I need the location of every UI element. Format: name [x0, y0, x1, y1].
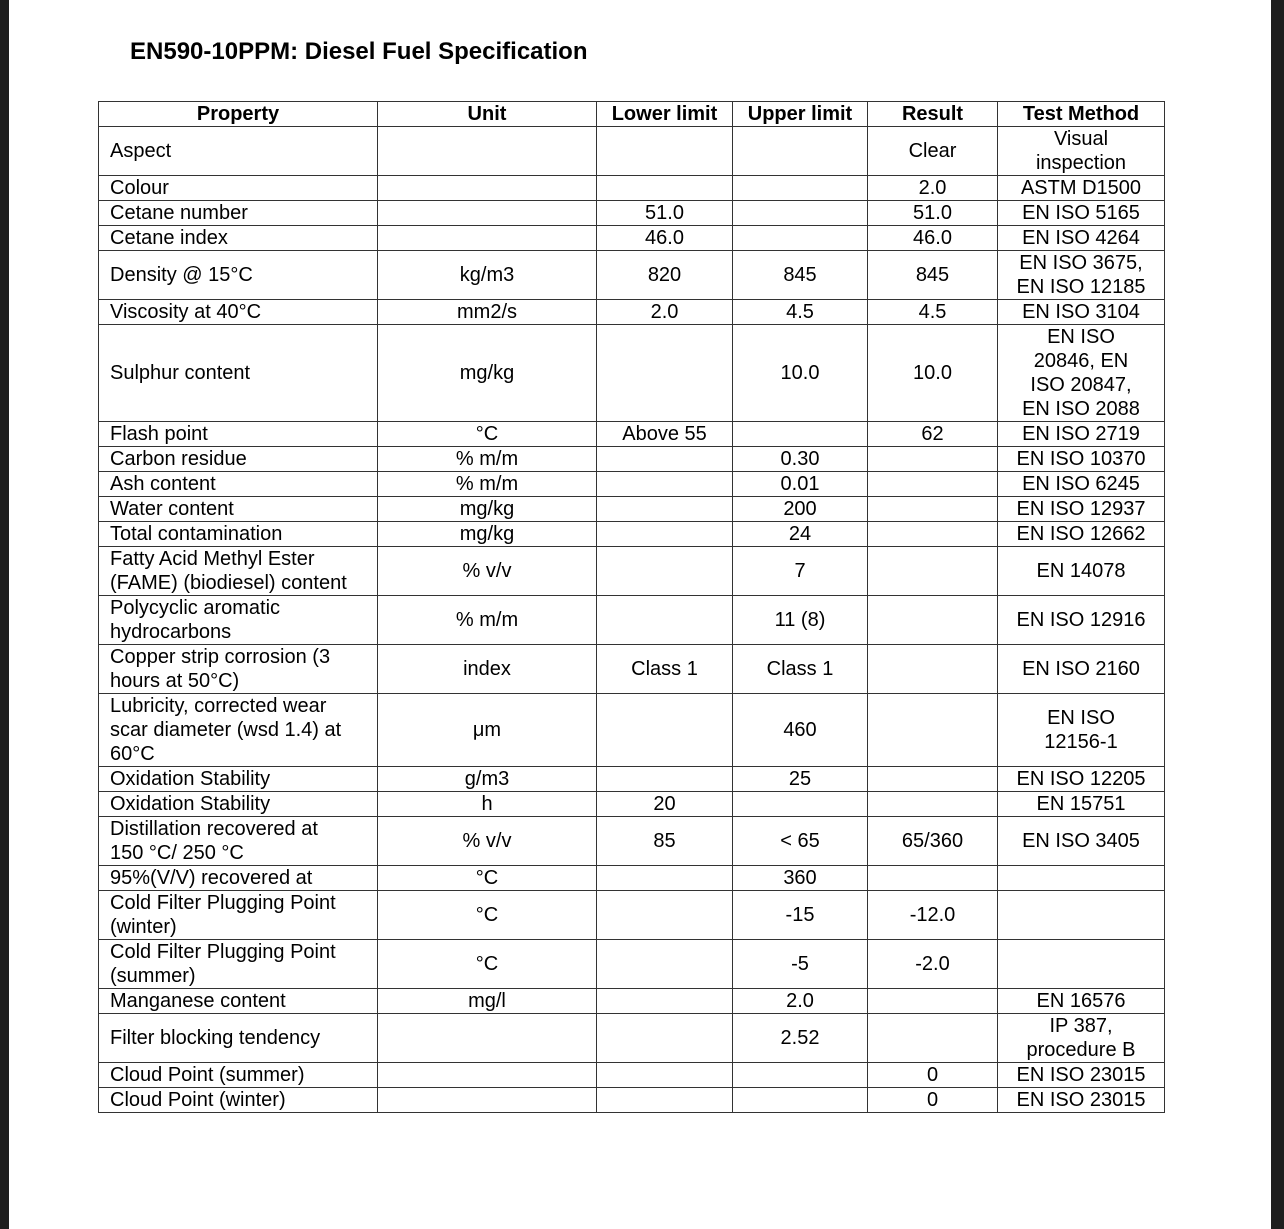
table-row — [99, 891, 1165, 940]
column-header-upper-limit: Upper limit — [733, 102, 868, 127]
cell-upper-limit: 25 — [733, 767, 868, 792]
cell-lower-limit — [597, 547, 733, 596]
cell-result: 845 — [868, 251, 998, 300]
cell-property: Cetane index — [99, 226, 378, 251]
cell-result — [868, 522, 998, 547]
cell-unit: % v/v — [378, 547, 597, 596]
cell-test-method: EN ISO 2160 — [998, 645, 1165, 694]
cell-unit: mg/kg — [378, 497, 597, 522]
cell-lower-limit — [597, 497, 733, 522]
cell-test-method — [998, 940, 1165, 989]
cell-property: Filter blocking tendency — [99, 1014, 378, 1063]
cell-result: 0 — [868, 1088, 998, 1113]
cell-property: Colour — [99, 176, 378, 201]
cell-result — [868, 497, 998, 522]
table-row — [99, 596, 1165, 645]
cell-unit: % m/m — [378, 596, 597, 645]
page-title: EN590-10PPM: Diesel Fuel Specification — [130, 38, 588, 65]
cell-upper-limit: 200 — [733, 497, 868, 522]
document-page — [9, 0, 1271, 1229]
cell-unit: mg/kg — [378, 522, 597, 547]
cell-test-method — [998, 866, 1165, 891]
cell-lower-limit — [597, 767, 733, 792]
table-row — [99, 422, 1165, 447]
table-row — [99, 325, 1165, 422]
cell-test-method: EN ISO 23015 — [998, 1088, 1165, 1113]
cell-test-method: Visual inspection — [998, 127, 1165, 176]
cell-upper-limit — [733, 1063, 868, 1088]
cell-test-method: EN ISO 12662 — [998, 522, 1165, 547]
cell-result: -12.0 — [868, 891, 998, 940]
cell-result — [868, 547, 998, 596]
table-body — [99, 127, 1165, 1113]
table-row — [99, 1088, 1165, 1113]
cell-property: Viscosity at 40°C — [99, 300, 378, 325]
cell-lower-limit: 820 — [597, 251, 733, 300]
cell-unit: °C — [378, 891, 597, 940]
cell-result — [868, 767, 998, 792]
cell-upper-limit: 360 — [733, 866, 868, 891]
cell-unit: index — [378, 645, 597, 694]
cell-lower-limit — [597, 989, 733, 1014]
cell-result: Clear — [868, 127, 998, 176]
cell-unit — [378, 176, 597, 201]
cell-lower-limit: 20 — [597, 792, 733, 817]
cell-test-method: EN 15751 — [998, 792, 1165, 817]
cell-result: 10.0 — [868, 325, 998, 422]
table-row — [99, 866, 1165, 891]
cell-result — [868, 472, 998, 497]
cell-result — [868, 694, 998, 767]
cell-upper-limit: 24 — [733, 522, 868, 547]
table-header-row — [99, 102, 1165, 127]
column-header-property: Property — [99, 102, 378, 127]
cell-lower-limit — [597, 472, 733, 497]
cell-lower-limit: Above 55 — [597, 422, 733, 447]
cell-unit: % v/v — [378, 817, 597, 866]
cell-unit: μm — [378, 694, 597, 767]
column-header-result: Result — [868, 102, 998, 127]
cell-test-method — [998, 891, 1165, 940]
table-row — [99, 767, 1165, 792]
cell-upper-limit: 460 — [733, 694, 868, 767]
cell-property: Cold Filter Plugging Point (winter) — [99, 891, 378, 940]
cell-unit — [378, 1014, 597, 1063]
cell-result: 62 — [868, 422, 998, 447]
cell-lower-limit — [597, 325, 733, 422]
cell-upper-limit — [733, 1088, 868, 1113]
cell-unit: mm2/s — [378, 300, 597, 325]
cell-lower-limit — [597, 1063, 733, 1088]
cell-upper-limit: -15 — [733, 891, 868, 940]
cell-property: Aspect — [99, 127, 378, 176]
cell-property: Oxidation Stability — [99, 767, 378, 792]
cell-upper-limit: -5 — [733, 940, 868, 989]
cell-result — [868, 596, 998, 645]
cell-lower-limit — [597, 866, 733, 891]
cell-lower-limit — [597, 176, 733, 201]
cell-unit: kg/m3 — [378, 251, 597, 300]
cell-test-method: EN ISO 4264 — [998, 226, 1165, 251]
cell-result: 0 — [868, 1063, 998, 1088]
cell-lower-limit: 51.0 — [597, 201, 733, 226]
table-row — [99, 497, 1165, 522]
table-row — [99, 817, 1165, 866]
cell-lower-limit: Class 1 — [597, 645, 733, 694]
cell-test-method: EN ISO 23015 — [998, 1063, 1165, 1088]
cell-test-method: EN ISO 3675, EN ISO 12185 — [998, 251, 1165, 300]
cell-upper-limit — [733, 127, 868, 176]
cell-upper-limit: 0.30 — [733, 447, 868, 472]
cell-property: Fatty Acid Methyl Ester (FAME) (biodiesel) content — [99, 547, 378, 596]
cell-lower-limit — [597, 940, 733, 989]
cell-upper-limit — [733, 422, 868, 447]
cell-unit: % m/m — [378, 447, 597, 472]
cell-property: Oxidation Stability — [99, 792, 378, 817]
cell-property: Density @ 15°C — [99, 251, 378, 300]
cell-property: Sulphur content — [99, 325, 378, 422]
cell-property: Water content — [99, 497, 378, 522]
cell-test-method: EN ISO 12205 — [998, 767, 1165, 792]
table-row — [99, 1014, 1165, 1063]
cell-unit — [378, 1063, 597, 1088]
cell-upper-limit — [733, 226, 868, 251]
cell-property: Cloud Point (winter) — [99, 1088, 378, 1113]
cell-test-method: EN ISO 5165 — [998, 201, 1165, 226]
cell-result: 2.0 — [868, 176, 998, 201]
cell-upper-limit: 2.52 — [733, 1014, 868, 1063]
cell-upper-limit: 11 (8) — [733, 596, 868, 645]
cell-result: -2.0 — [868, 940, 998, 989]
cell-result — [868, 645, 998, 694]
cell-lower-limit — [597, 447, 733, 472]
cell-upper-limit — [733, 176, 868, 201]
cell-test-method: EN ISO 12937 — [998, 497, 1165, 522]
table-row — [99, 792, 1165, 817]
cell-lower-limit — [597, 694, 733, 767]
cell-property: Polycyclic aromatic hydrocarbons — [99, 596, 378, 645]
cell-test-method: EN 16576 — [998, 989, 1165, 1014]
cell-unit — [378, 127, 597, 176]
cell-test-method: EN ISO 10370 — [998, 447, 1165, 472]
table-row — [99, 226, 1165, 251]
cell-property: Cetane number — [99, 201, 378, 226]
cell-test-method: EN 14078 — [998, 547, 1165, 596]
table-row — [99, 201, 1165, 226]
table-row — [99, 522, 1165, 547]
cell-unit: °C — [378, 940, 597, 989]
cell-test-method: IP 387, procedure B — [998, 1014, 1165, 1063]
cell-test-method: EN ISO 20846, EN ISO 20847, EN ISO 2088 — [998, 325, 1165, 422]
cell-test-method: EN ISO 3405 — [998, 817, 1165, 866]
cell-lower-limit — [597, 127, 733, 176]
cell-result: 51.0 — [868, 201, 998, 226]
cell-property: Ash content — [99, 472, 378, 497]
cell-lower-limit: 85 — [597, 817, 733, 866]
cell-test-method: EN ISO 12156-1 — [998, 694, 1165, 767]
cell-upper-limit: 7 — [733, 547, 868, 596]
cell-property: Carbon residue — [99, 447, 378, 472]
cell-unit — [378, 226, 597, 251]
column-header-unit: Unit — [378, 102, 597, 127]
cell-property: Cold Filter Plugging Point (summer) — [99, 940, 378, 989]
table-row — [99, 547, 1165, 596]
cell-upper-limit — [733, 792, 868, 817]
cell-upper-limit: 845 — [733, 251, 868, 300]
table-row — [99, 127, 1165, 176]
cell-test-method: EN ISO 2719 — [998, 422, 1165, 447]
cell-property: Cloud Point (summer) — [99, 1063, 378, 1088]
column-header-lower-limit: Lower limit — [597, 102, 733, 127]
cell-lower-limit: 2.0 — [597, 300, 733, 325]
cell-upper-limit: 0.01 — [733, 472, 868, 497]
cell-lower-limit: 46.0 — [597, 226, 733, 251]
cell-upper-limit — [733, 201, 868, 226]
table-row — [99, 694, 1165, 767]
cell-result: 65/360 — [868, 817, 998, 866]
table-row — [99, 300, 1165, 325]
cell-unit: °C — [378, 866, 597, 891]
cell-result — [868, 1014, 998, 1063]
cell-property: Manganese content — [99, 989, 378, 1014]
cell-property: Total contamination — [99, 522, 378, 547]
cell-lower-limit — [597, 1014, 733, 1063]
cell-lower-limit — [597, 522, 733, 547]
cell-upper-limit: 2.0 — [733, 989, 868, 1014]
table-row — [99, 989, 1165, 1014]
table-row — [99, 447, 1165, 472]
cell-property: Flash point — [99, 422, 378, 447]
cell-property: Distillation recovered at 150 °C/ 250 °C — [99, 817, 378, 866]
cell-unit: h — [378, 792, 597, 817]
cell-property: Copper strip corrosion (3 hours at 50°C) — [99, 645, 378, 694]
cell-result — [868, 989, 998, 1014]
cell-lower-limit — [597, 891, 733, 940]
cell-lower-limit — [597, 596, 733, 645]
column-header-test-method: Test Method — [998, 102, 1165, 127]
cell-result: 46.0 — [868, 226, 998, 251]
table-row — [99, 176, 1165, 201]
cell-property: 95%(V/V) recovered at — [99, 866, 378, 891]
cell-upper-limit: < 65 — [733, 817, 868, 866]
cell-property: Lubricity, corrected wear scar diameter (wsd 1.4) at 60°C — [99, 694, 378, 767]
cell-test-method: EN ISO 6245 — [998, 472, 1165, 497]
cell-test-method: ASTM D1500 — [998, 176, 1165, 201]
cell-test-method: EN ISO 12916 — [998, 596, 1165, 645]
cell-upper-limit: Class 1 — [733, 645, 868, 694]
table-row — [99, 472, 1165, 497]
specification-table — [98, 101, 1165, 1113]
cell-unit — [378, 1088, 597, 1113]
cell-unit: °C — [378, 422, 597, 447]
cell-unit: g/m3 — [378, 767, 597, 792]
cell-unit: mg/l — [378, 989, 597, 1014]
cell-test-method: EN ISO 3104 — [998, 300, 1165, 325]
table-row — [99, 645, 1165, 694]
table-row — [99, 940, 1165, 989]
cell-lower-limit — [597, 1088, 733, 1113]
table-row — [99, 1063, 1165, 1088]
cell-unit — [378, 201, 597, 226]
cell-unit: % m/m — [378, 472, 597, 497]
table-row — [99, 251, 1165, 300]
cell-result — [868, 447, 998, 472]
cell-result — [868, 866, 998, 891]
cell-result: 4.5 — [868, 300, 998, 325]
cell-unit: mg/kg — [378, 325, 597, 422]
cell-upper-limit: 4.5 — [733, 300, 868, 325]
cell-upper-limit: 10.0 — [733, 325, 868, 422]
cell-result — [868, 792, 998, 817]
